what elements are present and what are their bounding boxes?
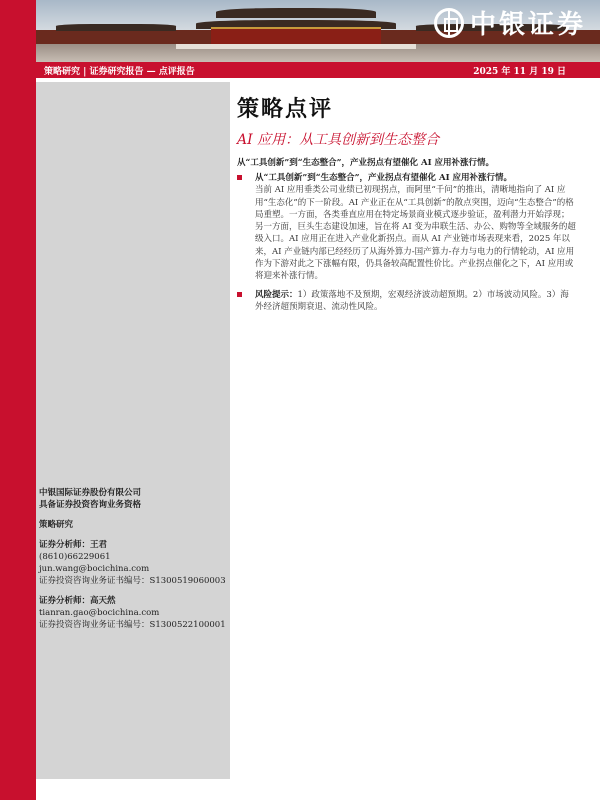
brand-name: 中银证券: [469, 10, 586, 40]
company-qualification: 具备证券投资咨询业务资格: [39, 500, 142, 510]
palace-roof-upper: [216, 8, 376, 18]
palace-terrace: [176, 44, 416, 49]
report-summary: 从“工具创新”到“生态整合”，产业拐点有望催化 AI 应用补涨行情。: [237, 158, 495, 168]
analyst-2-license: 证券投资咨询业务证书编号：S1300522100001: [39, 620, 226, 630]
report-date: 2025 年 11 月 19 日: [473, 67, 566, 77]
sidebar-panel: [36, 82, 230, 779]
report-subtitle: AI 应用：从工具创新到生态整合: [237, 132, 440, 148]
analyst-2-name: 证券分析师：高天然: [39, 596, 116, 606]
sidebar-info: [39, 487, 229, 631]
analyst-2-email[interactable]: tianran.gao@bocichina.com: [39, 608, 160, 618]
bullet-text: 当前 AI 应用垂类公司业绩已初现拐点，而阿里“千问”的推出，清晰地指向了 AI 应用“生态化”的下一阶段。AI 产业正在从“工具创新”的散点突围，迈向“生态整合”的格局重塑。一方面，各类垂直应用在特定场景商业模式逐步验证，盈利潜力开始浮现；另一方面，巨头生态建设加速，旨在将 AI 变为串联生活、办公、购物等全域服务的超级入口。AI 应用正在进入产业化新拐点。而从 AI 产业链市场表现来看，2025 年以来，AI 产业链内部已经经历了从海外算力-国产算力-存力与电力的行情轮动，AI 应用作为下游对此之下涨幅有限，仍具备较高配置性价比。产业拐点催化之下，AI 应用或将迎来补涨行情。: [255, 185, 576, 282]
department: 策略研究: [39, 520, 74, 530]
company-name: 中银国际证券股份有限公司: [39, 488, 142, 498]
analyst-1-name: 证券分析师：王君: [39, 540, 108, 550]
palace-hall: [211, 29, 381, 45]
analyst-1-license: 证券投资咨询业务证书编号：S1300519060003: [39, 576, 226, 586]
bullet-heading: 从“工具创新”到“生态整合”，产业拐点有望催化 AI 应用补涨行情。: [255, 173, 513, 183]
palace-wing-roof-left: [56, 24, 176, 31]
analyst-1-phone: (8610)66229061: [39, 552, 111, 562]
header-banner-image: [36, 0, 600, 62]
boc-logo-icon: [434, 8, 464, 38]
key-points: [237, 172, 577, 319]
analyst-1-email[interactable]: jun.wang@bocichina.com: [39, 564, 150, 574]
report-title: 策略点评: [237, 96, 334, 122]
brand: [434, 4, 586, 41]
square-bullet-icon: [237, 292, 242, 297]
left-accent-bar: [0, 0, 36, 800]
palace-wing-left: [36, 30, 211, 44]
bullet-text: 1）政策落地不及预期，宏观经济波动超预期。2）市场波动风险。3）海外经济超预期衰退、流动性风险。: [255, 289, 569, 312]
bullet-heading: 风险提示：: [255, 289, 298, 300]
bullet-item: [237, 172, 577, 283]
square-bullet-icon: [237, 175, 242, 180]
report-category: 策略研究 | 证券研究报告 — 点评报告: [44, 67, 195, 77]
bullet-item: [237, 289, 577, 314]
